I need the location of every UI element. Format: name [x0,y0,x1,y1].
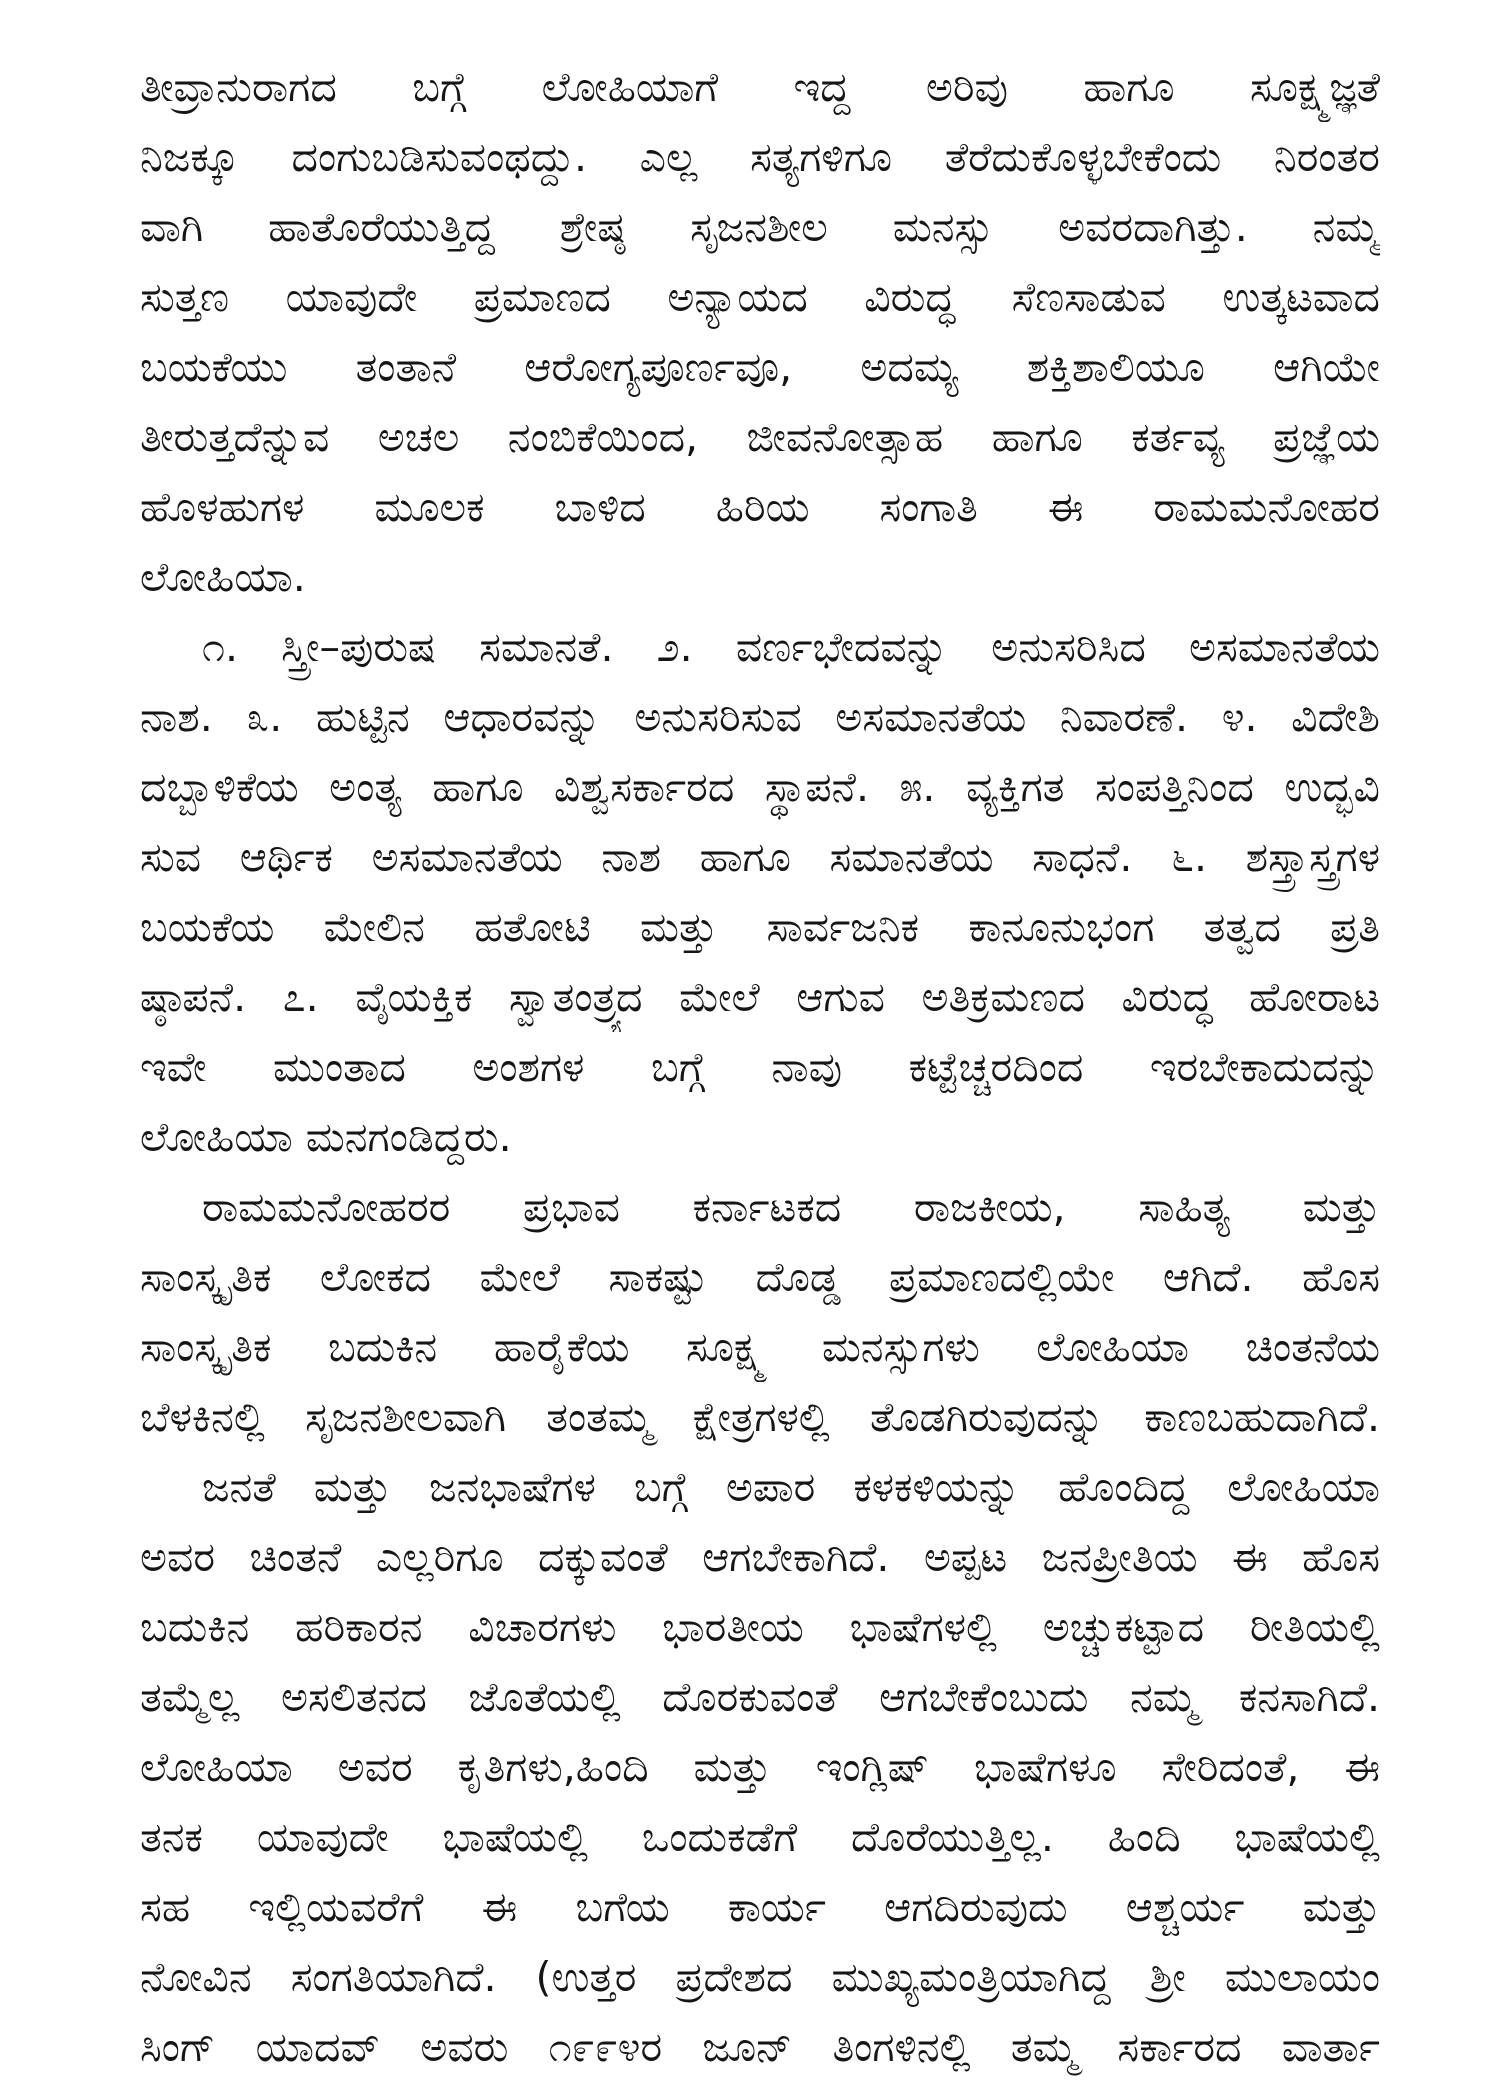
text-line: ಸಾಂಸ್ಕೃತಿಕ ಲೋಕದ ಮೇಲೆ ಸಾಕಷ್ಟು ದೊಡ್ಡ ಪ್ರಮಾಣದಲ್ಲಿಯೇ ಆಗಿದೆ. ಹೊಸ [140,1253,1380,1301]
text-line: ಸುವ ಆರ್ಥಿಕ ಅಸಮಾನತೆಯ ನಾಶ ಹಾಗೂ ಸಮಾನತೆಯ ಸಾಧನೆ. ೬. ಶಸ್ತ್ರಾಸ್ತ್ರಗಳ [140,833,1380,881]
text-line: ಅವರ ಚಿಂತನೆ ಎಲ್ಲರಿಗೂ ದಕ್ಕುವಂತೆ ಆಗಬೇಕಾಗಿದೆ. ಅಪ್ಪಟ ಜನಪ್ರೀತಿಯ ಈ ಹೊಸ [140,1533,1380,1581]
text-line: ತಮ್ಮೆಲ್ಲ ಅಸಲಿತನದ ಜೊತೆಯಲ್ಲಿ ದೊರಕುವಂತೆ ಆಗಬೇಕೆಂಬುದು ನಮ್ಮ ಕನಸಾಗಿದೆ. [140,1673,1380,1721]
paragraph-start-line: ೧. ಸ್ತ್ರೀ–ಪುರುಷ ಸಮಾನತೆ. ೨. ವರ್ಣಭೇದವನ್ನು ಅನುಸರಿಸಿದ ಅಸಮಾನತೆಯ [202,623,1380,671]
text-line: ಸಿಂಗ್ ಯಾದವ್ ಅವರು ೧೯೯೪ರ ಜೂನ್ ತಿಂಗಳಿನಲ್ಲಿ ತಮ್ಮ ಸರ್ಕಾರದ ವಾರ್ತಾ [140,2023,1380,2071]
text-line: ವಾಗಿ ಹಾತೊರೆಯುತ್ತಿದ್ದ ಶ್ರೇಷ್ಠ ಸೃಜನಶೀಲ ಮನಸ್ಸು ಅವರದಾಗಿತ್ತು. ನಮ್ಮ [140,203,1380,251]
text-line: ನೋವಿನ ಸಂಗತಿಯಾಗಿದೆ. (ಉತ್ತರ ಪ್ರದೇಶದ ಮುಖ್ಯಮಂತ್ರಿಯಾಗಿದ್ದ ಶ್ರೀ ಮುಲಾಯಂ [140,1953,1380,2001]
text-line: ದಬ್ಬಾಳಿಕೆಯ ಅಂತ್ಯ ಹಾಗೂ ವಿಶ್ವಸರ್ಕಾರದ ಸ್ಥಾಪನೆ. ೫. ವ್ಯಕ್ತಿಗತ ಸಂಪತ್ತಿನಿಂದ ಉದ್ಭವಿ [140,763,1380,811]
text-line: ಬಯಕೆಯ ಮೇಲಿನ ಹತೋಟಿ ಮತ್ತು ಸಾರ್ವಜನಿಕ ಕಾನೂನುಭಂಗ ತತ್ವದ ಪ್ರತಿ [140,903,1380,951]
text-line: ಲೋಹಿಯಾ ಮನಗಂಡಿದ್ದರು. [140,1113,512,1161]
body-text [140,52,1380,2082]
text-line: ಬಯಕೆಯು ತಂತಾನೆ ಆರೋಗ್ಯಪೂರ್ಣವೂ, ಅದಮ್ಯ ಶಕ್ತಿಶಾಲಿಯೂ ಆಗಿಯೇ [140,343,1380,391]
text-line: ಇವೇ ಮುಂತಾದ ಅಂಶಗಳ ಬಗ್ಗೆ ನಾವು ಕಟ್ಟೆಚ್ಚರದಿಂದ ಇರಬೇಕಾದುದನ್ನು [140,1043,1380,1091]
text-line: ಬೆಳಕಿನಲ್ಲಿ ಸೃಜನಶೀಲವಾಗಿ ತಂತಮ್ಮ ಕ್ಷೇತ್ರಗಳಲ್ಲಿ ತೊಡಗಿರುವುದನ್ನು ಕಾಣಬಹುದಾಗಿದೆ. [140,1393,1380,1441]
text-line: ನಿಜಕ್ಕೂ ದಂಗುಬಡಿಸುವಂಥದ್ದು. ಎಲ್ಲ ಸತ್ಯಗಳಿಗೂ ತೆರೆದುಕೊಳ್ಳಬೇಕೆಂದು ನಿರಂತರ [140,133,1380,181]
text-line: ತೀರುತ್ತದೆನ್ನುವ ಅಚಲ ನಂಬಿಕೆಯಿಂದ, ಜೀವನೋತ್ಸಾಹ ಹಾಗೂ ಕರ್ತವ್ಯ ಪ್ರಜ್ಞೆಯ [140,413,1380,461]
text-line: ಸಾಂಸ್ಕೃತಿಕ ಬದುಕಿನ ಹಾರೈಕೆಯ ಸೂಕ್ಷ್ಮ ಮನಸ್ಸುಗಳು ಲೋಹಿಯಾ ಚಿಂತನೆಯ [140,1323,1380,1371]
text-line: ಬದುಕಿನ ಹರಿಕಾರನ ವಿಚಾರಗಳು ಭಾರತೀಯ ಭಾಷೆಗಳಲ್ಲಿ ಅಚ್ಚುಕಟ್ಟಾದ ರೀತಿಯಲ್ಲಿ [140,1603,1380,1651]
paragraph-start-line: ಜನತೆ ಮತ್ತು ಜನಭಾಷೆಗಳ ಬಗ್ಗೆ ಅಪಾರ ಕಳಕಳಿಯನ್ನು ಹೊಂದಿದ್ದ ಲೋಹಿಯಾ [202,1463,1380,1511]
text-line: ನಾಶ. ೩. ಹುಟ್ಟಿನ ಆಧಾರವನ್ನು ಅನುಸರಿಸುವ ಅಸಮಾನತೆಯ ನಿವಾರಣೆ. ೪. ವಿದೇಶಿ [140,693,1380,741]
text-line: ಷ್ಠಾಪನೆ. ೭. ವೈಯಕ್ತಿಕ ಸ್ವಾತಂತ್ರ್ಯದ ಮೇಲೆ ಆಗುವ ಅತಿಕ್ರಮಣದ ವಿರುದ್ಧ ಹೋರಾಟ [140,973,1380,1021]
text-line: ಲೋಹಿಯಾ. [140,553,306,601]
text-line: ತನಕ ಯಾವುದೇ ಭಾಷೆಯಲ್ಲಿ ಒಂದುಕಡೆಗೆ ದೊರೆಯುತ್ತಿಲ್ಲ. ಹಿಂದಿ ಭಾಷೆಯಲ್ಲಿ [140,1813,1380,1861]
text-line: ಹೊಳಹುಗಳ ಮೂಲಕ ಬಾಳಿದ ಹಿರಿಯ ಸಂಗಾತಿ ಈ ರಾಮಮನೋಹರ [140,483,1380,531]
text-line: ಸಹ ಇಲ್ಲಿಯವರೆಗೆ ಈ ಬಗೆಯ ಕಾರ್ಯ ಆಗದಿರುವುದು ಆಶ್ಚರ್ಯ ಮತ್ತು [140,1883,1380,1931]
text-line: ತೀವ್ರಾನುರಾಗದ ಬಗ್ಗೆ ಲೋಹಿಯಾಗೆ ಇದ್ದ ಅರಿವು ಹಾಗೂ ಸೂಕ್ಷ್ಮಜ್ಞತೆ [140,63,1380,111]
paragraph-start-line: ರಾಮಮನೋಹರರ ಪ್ರಭಾವ ಕರ್ನಾಟಕದ ರಾಜಕೀಯ, ಸಾಹಿತ್ಯ ಮತ್ತು [202,1183,1380,1231]
text-line: ಲೋಹಿಯಾ ಅವರ ಕೃತಿಗಳು,ಹಿಂದಿ ಮತ್ತು ಇಂಗ್ಲಿಷ್ ಭಾಷೆಗಳೂ ಸೇರಿದಂತೆ, ಈ [140,1743,1380,1791]
text-line: ಸುತ್ತಣ ಯಾವುದೇ ಪ್ರಮಾಣದ ಅನ್ಯಾಯದ ವಿರುದ್ಧ ಸೆಣಸಾಡುವ ಉತ್ಕಟವಾದ [140,273,1380,321]
